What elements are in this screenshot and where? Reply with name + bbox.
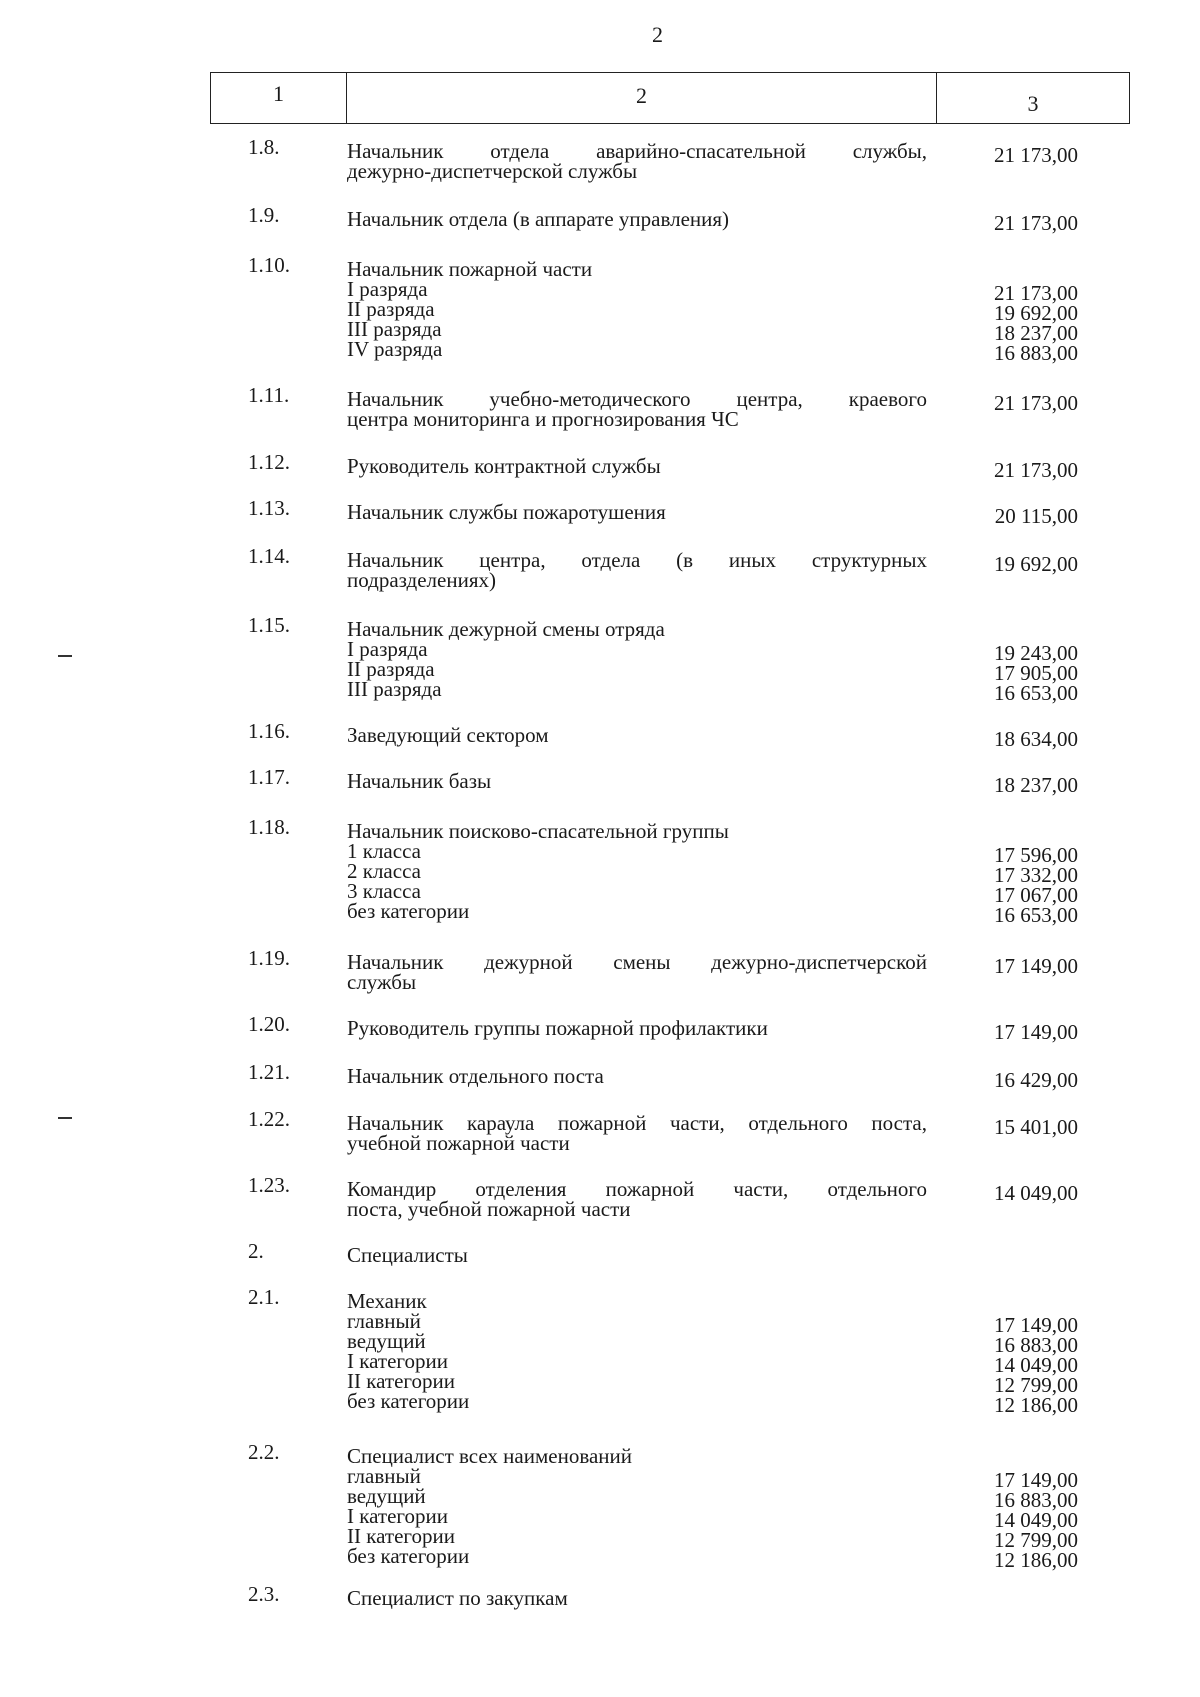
header-col-3: 3 [1027, 91, 1039, 116]
salary-value: 14 049,00 [994, 1181, 1078, 1205]
row-title-line: Начальник поисково-спасательной группы [347, 819, 729, 843]
row-title-line: Механик [347, 1289, 427, 1313]
row-sub-item: главный [347, 1464, 421, 1488]
row-title [347, 952, 927, 992]
salary-value: 17 149,00 [994, 1020, 1078, 1044]
row-title-line: Начальник пожарной части [347, 257, 593, 281]
row-values [958, 1183, 1078, 1203]
salary-value: 17 067,00 [994, 883, 1078, 907]
row-number: 1.9. [248, 203, 280, 227]
row-title-line: Специалист по закупкам [347, 1586, 568, 1610]
salary-value: 21 173,00 [994, 458, 1078, 482]
row-number: 1.20. [248, 1012, 290, 1036]
header-col-1: 1 [211, 73, 347, 123]
row-number: 2.1. [248, 1285, 280, 1309]
row-sub-item: I категории [347, 1349, 448, 1373]
row-number: 1.14. [248, 544, 290, 568]
row-title-line: Руководитель контрактной службы [347, 454, 661, 478]
row-title [347, 1245, 927, 1265]
row-number: 2. [248, 1239, 264, 1263]
row-title [347, 1588, 927, 1608]
salary-value: 17 149,00 [994, 1313, 1078, 1337]
row-title-line: Начальник центра, отдела (в иных структурных [347, 548, 927, 572]
salary-value: 21 173,00 [994, 143, 1078, 167]
row-title-line: дежурно-диспетчерской службы [347, 159, 638, 183]
row-number: 1.15. [248, 613, 290, 637]
salary-value: 19 692,00 [994, 552, 1078, 576]
table-header [210, 72, 1130, 124]
row-values [958, 554, 1078, 574]
row-sub-item: 3 класса [347, 879, 421, 903]
salary-value: 16 653,00 [994, 681, 1078, 705]
row-values [958, 1070, 1078, 1090]
row-sub-item: III разряда [347, 677, 442, 701]
row-title-line: Специалист всех наименований [347, 1444, 632, 1468]
row-values [958, 283, 1078, 363]
row-sublist [347, 639, 747, 699]
row-title-line: Начальник караула пожарной части, отдельного поста, [347, 1111, 927, 1135]
salary-value: 17 332,00 [994, 863, 1078, 887]
row-sub-item: без категории [347, 1544, 470, 1568]
row-title [347, 619, 927, 639]
salary-value: 16 883,00 [994, 1333, 1078, 1357]
salary-value: 12 186,00 [994, 1393, 1078, 1417]
row-values [958, 506, 1078, 526]
row-sub-item: I разряда [347, 277, 428, 301]
row-number: 2.2. [248, 1440, 280, 1464]
row-sub-item: без категории [347, 1389, 470, 1413]
row-title-line: Командир отделения пожарной части, отдельного [347, 1177, 927, 1201]
row-title [347, 1113, 927, 1153]
row-number: 1.16. [248, 719, 290, 743]
row-title [347, 502, 927, 522]
row-number: 1.12. [248, 450, 290, 474]
salary-value: 21 173,00 [994, 391, 1078, 415]
row-title [347, 209, 927, 229]
row-values [958, 729, 1078, 749]
row-number: 1.19. [248, 946, 290, 970]
row-number: 1.13. [248, 496, 290, 520]
salary-value: 16 883,00 [994, 1488, 1078, 1512]
row-sublist [347, 841, 747, 921]
row-values [958, 1022, 1078, 1042]
row-sub-item: 2 класса [347, 859, 421, 883]
row-title-line: службы [347, 970, 417, 994]
row-title-line: Начальник дежурной смены отряда [347, 617, 665, 641]
salary-value: 17 149,00 [994, 954, 1078, 978]
row-number: 1.17. [248, 765, 290, 789]
row-sublist [347, 1466, 747, 1566]
row-title [347, 725, 927, 745]
row-sub-item: ведущий [347, 1329, 426, 1353]
salary-value: 19 692,00 [994, 301, 1078, 325]
row-title [347, 1066, 927, 1086]
row-values [958, 1315, 1078, 1415]
row-values [958, 213, 1078, 233]
row-title-line: Начальник дежурной смены дежурно-диспетчерской [347, 950, 927, 974]
row-title [347, 1018, 927, 1038]
row-values [958, 1117, 1078, 1137]
row-title [347, 1291, 927, 1311]
row-values [958, 460, 1078, 480]
row-title [347, 1179, 927, 1219]
row-title [347, 456, 927, 476]
salary-value: 14 049,00 [994, 1353, 1078, 1377]
row-title-line: учебной пожарной части [347, 1131, 570, 1155]
row-sublist [347, 279, 747, 359]
salary-value: 12 186,00 [994, 1548, 1078, 1572]
row-title-line: Руководитель группы пожарной профилактики [347, 1016, 768, 1040]
row-title-line: поста, учебной пожарной части [347, 1197, 631, 1221]
salary-value: 17 149,00 [994, 1468, 1078, 1492]
salary-value: 19 243,00 [994, 641, 1078, 665]
row-title-line: Начальник учебно-методического центра, краевого [347, 387, 927, 411]
row-sub-item: I категории [347, 1504, 448, 1528]
row-sublist [347, 1311, 747, 1411]
row-number: 2.3. [248, 1582, 280, 1606]
row-number: 1.22. [248, 1107, 290, 1131]
row-title-line: подразделениях) [347, 568, 496, 592]
row-sub-item: II категории [347, 1369, 455, 1393]
row-values [958, 393, 1078, 413]
row-sub-item: II категории [347, 1524, 455, 1548]
row-title-line: Специалисты [347, 1243, 468, 1267]
row-sub-item: II разряда [347, 657, 435, 681]
header-col-2: 2 [347, 73, 937, 123]
row-title-line: Заведующий сектором [347, 723, 549, 747]
page-number: 2 [652, 22, 663, 47]
row-values [958, 845, 1078, 925]
row-title [347, 1446, 927, 1466]
row-sub-item: III разряда [347, 317, 442, 341]
row-sub-item: ведущий [347, 1484, 426, 1508]
row-values [958, 775, 1078, 795]
row-sub-item: I разряда [347, 637, 428, 661]
row-values [958, 145, 1078, 165]
margin-mark [58, 655, 72, 657]
salary-value: 15 401,00 [994, 1115, 1078, 1139]
row-title [347, 259, 927, 279]
salary-value: 18 237,00 [994, 321, 1078, 345]
row-number: 1.23. [248, 1173, 290, 1197]
row-sub-item: IV разряда [347, 337, 443, 361]
row-title-line: Начальник отдела (в аппарате управления) [347, 207, 730, 231]
salary-value: 16 653,00 [994, 903, 1078, 927]
row-sub-item: главный [347, 1309, 421, 1333]
salary-value: 16 429,00 [994, 1068, 1078, 1092]
row-sub-item: 1 класса [347, 839, 421, 863]
salary-value: 16 883,00 [994, 341, 1078, 365]
row-title [347, 550, 927, 590]
salary-value: 20 115,00 [994, 504, 1078, 528]
salary-value: 12 799,00 [994, 1528, 1078, 1552]
salary-value: 21 173,00 [994, 211, 1078, 235]
row-values [958, 643, 1078, 703]
row-values [958, 1470, 1078, 1570]
salary-value: 14 049,00 [994, 1508, 1078, 1532]
row-values [958, 956, 1078, 976]
row-number: 1.8. [248, 135, 280, 159]
row-title-line: Начальник базы [347, 769, 492, 793]
salary-value: 12 799,00 [994, 1373, 1078, 1397]
row-title-line: Начальник отдела аварийно-спасательной службы, [347, 139, 927, 163]
row-number: 1.10. [248, 253, 290, 277]
salary-value: 18 634,00 [994, 727, 1078, 751]
row-number: 1.11. [248, 383, 290, 407]
row-number: 1.18. [248, 815, 290, 839]
salary-value: 17 596,00 [994, 843, 1078, 867]
salary-value: 17 905,00 [994, 661, 1078, 685]
row-title [347, 821, 927, 841]
row-number: 1.21. [248, 1060, 290, 1084]
row-title-line: Начальник службы пожаротушения [347, 500, 666, 524]
row-title [347, 389, 927, 429]
margin-mark [58, 1117, 72, 1119]
row-sub-item: без категории [347, 899, 470, 923]
row-title [347, 141, 927, 181]
row-sub-item: II разряда [347, 297, 435, 321]
row-title [347, 771, 927, 791]
salary-value: 21 173,00 [994, 281, 1078, 305]
row-title-line: центра мониторинга и прогнозирования ЧС [347, 407, 739, 431]
salary-value: 18 237,00 [994, 773, 1078, 797]
row-title-line: Начальник отдельного поста [347, 1064, 604, 1088]
